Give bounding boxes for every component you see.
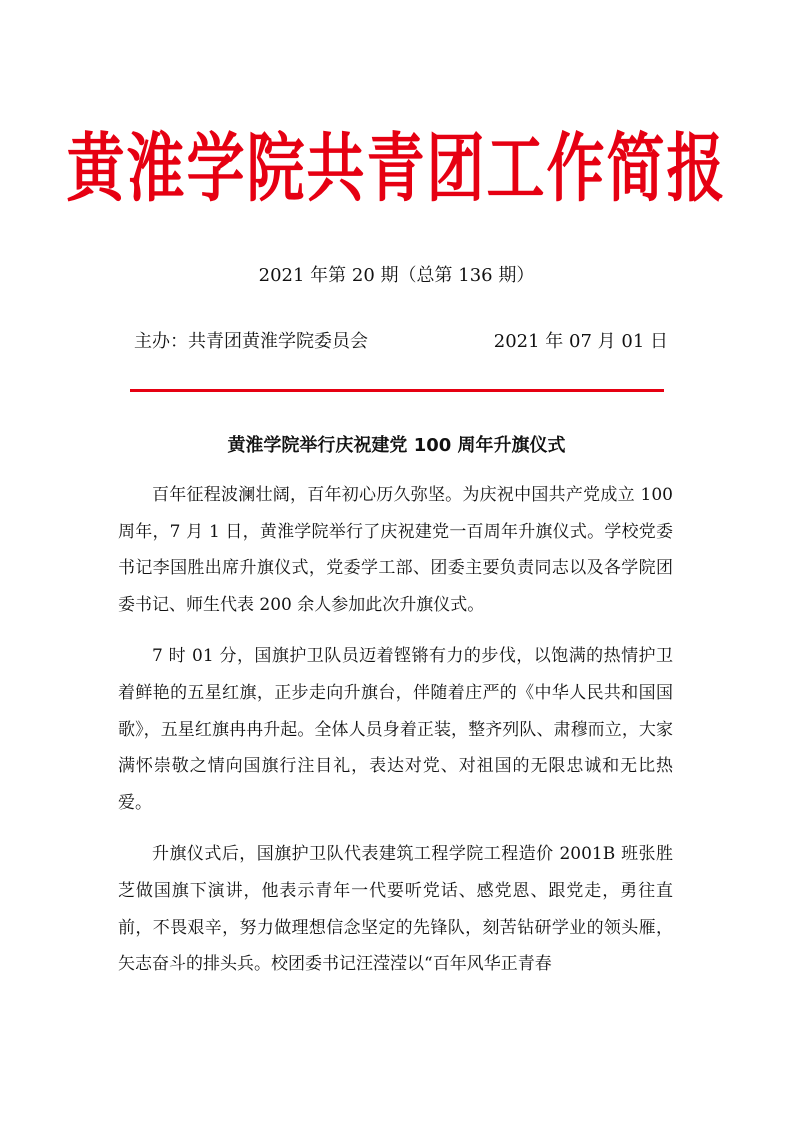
newsletter-masthead: 黄淮学院共青团工作简报 [66,124,727,212]
issue-number: 2021 年第 20 期（总第 136 期） [258,265,535,286]
publication-date: 2021 年 07 月 01 日 [493,331,668,352]
article-title: 黄淮学院举行庆祝建党 100 周年升旗仪式 [227,435,566,456]
article-body [118,477,673,998]
article-paragraph-1: 百年征程波澜壮阔，百年初心历久弥坚。为庆祝中国共产党成立 100 周年，7 月 1 日，黄淮学院举行了庆祝建党一百周年升旗仪式。学校党委书记李国胜出席升旗仪式，党委学工部、团委主要负责同志以及各学院团委书记、师生代表 200 余人参加此次升旗仪式。 [118,485,673,615]
article-paragraph-3: 升旗仪式后，国旗护卫队代表建筑工程学院工程造价 2001B 班张胜芝做国旗下演讲，他表示青年一代要听党话、感党恩、跟党走，勇往直前，不畏艰辛，努力做理想信念坚定的先锋队，刻苦钻研学业的领头雁，矢志奋斗的排头兵。校团委书记汪滢滢以“百年风华正青春 [118,844,673,975]
article-paragraph-2: 7 时 01 分，国旗护卫队员迈着铿锵有力的步伐，以饱满的热情护卫着鲜艳的五星红旗，正步走向升旗台，伴随着庄严的《中华人民共和国国歌》，五星红旗冉冉升起。全体人员身着正装，整齐列队、肃穆而立，大家满怀崇敬之情向国旗行注目礼，表达对党、对祖国的无限忠诚和无比热爱。 [118,646,673,813]
red-divider [130,389,664,392]
sponsor-text: 主办：共青团黄淮学院委员会 [134,331,368,352]
